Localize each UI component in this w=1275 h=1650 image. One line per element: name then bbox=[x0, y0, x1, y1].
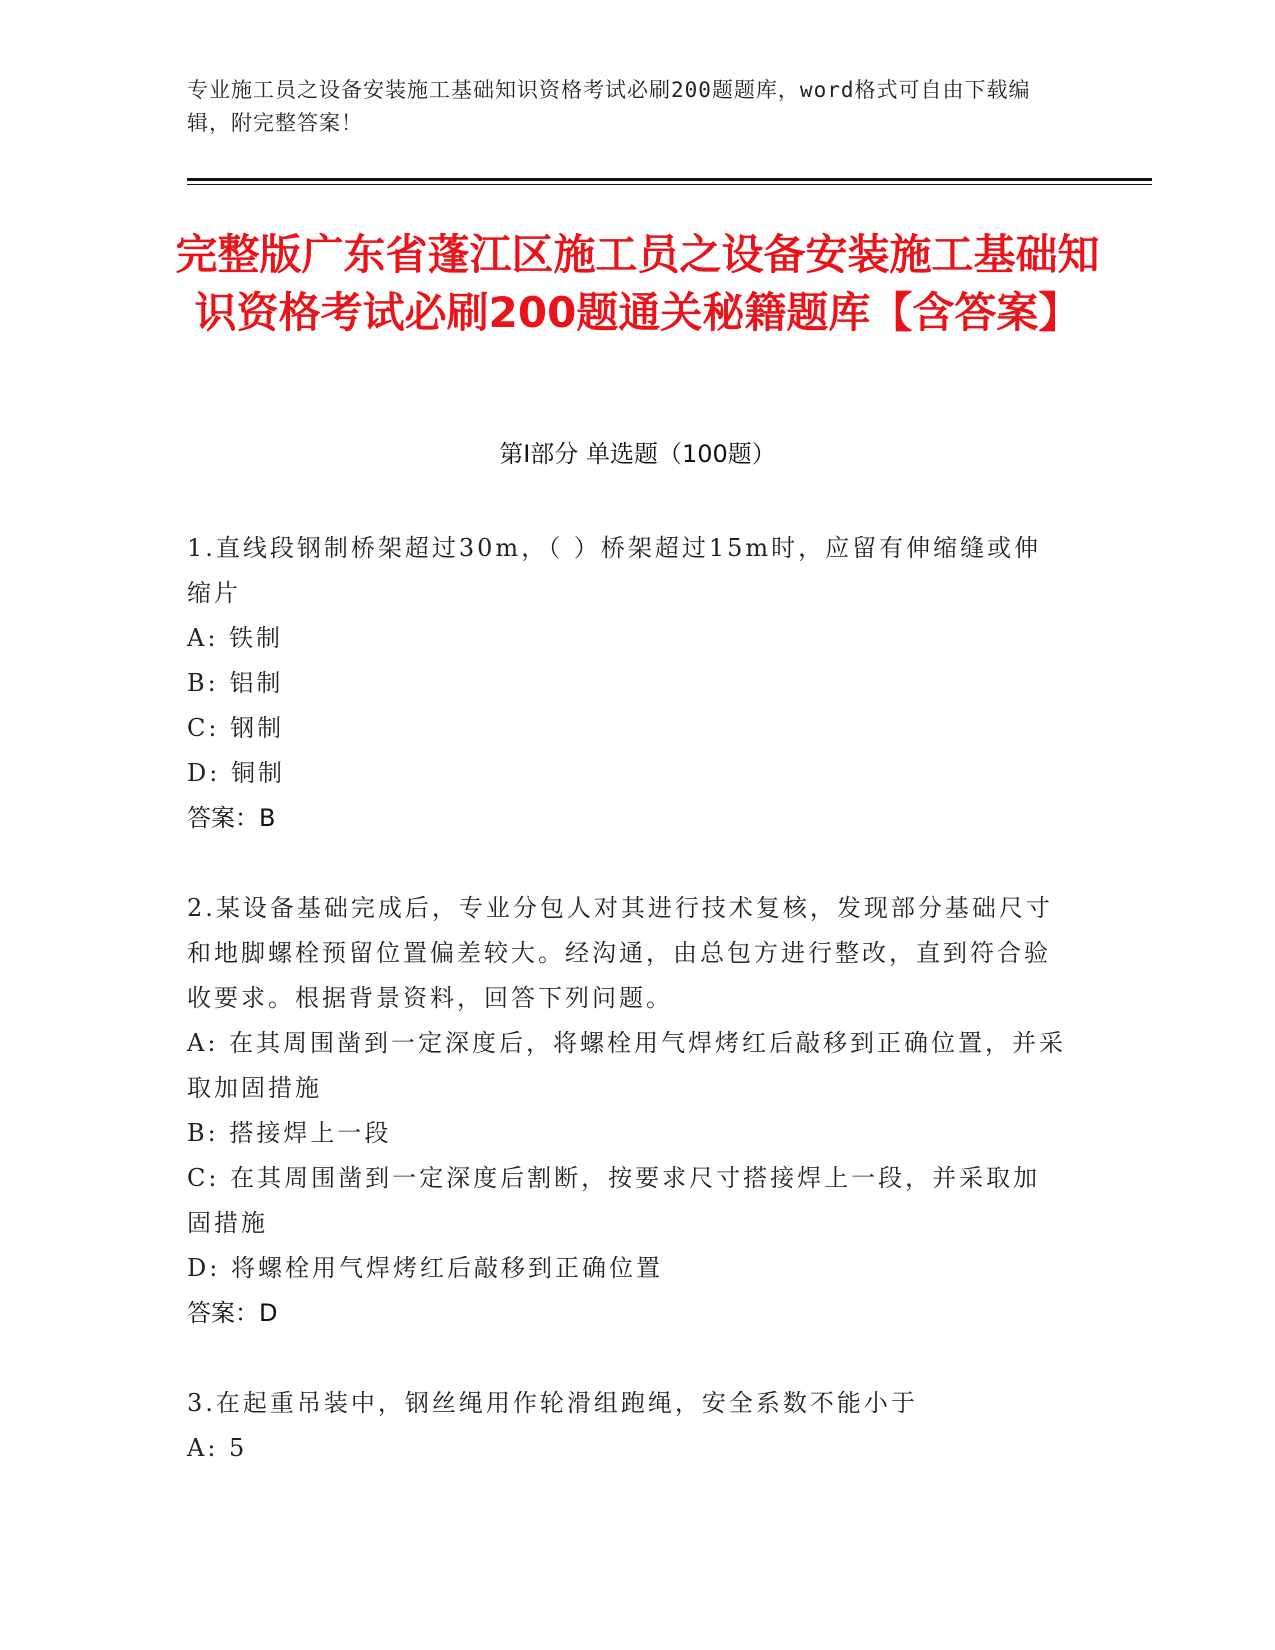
option-c: C: 钢制 bbox=[187, 714, 285, 742]
question-2 bbox=[187, 886, 1067, 1336]
option-d: D: 将螺栓用气焊烤红后敲移到正确位置 bbox=[187, 1254, 663, 1282]
option-c: C: 在其周围凿到一定深度后割断，按要求尺寸搭接焊上一段，并采取加固措施 bbox=[187, 1164, 1041, 1237]
header-divider-thin bbox=[187, 184, 1152, 185]
question-stem: 1.直线段钢制桥架超过30m，（ ）桥架超过15m时，应留有伸缩缝或伸缩片 bbox=[187, 534, 1042, 607]
answer: 答案：D bbox=[187, 1299, 278, 1327]
section-heading: 第Ⅰ部分 单选题（100题） bbox=[499, 440, 776, 468]
option-b: B: 搭接焊上一段 bbox=[187, 1119, 392, 1147]
question-stem: 3.在起重吊装中，钢丝绳用作轮滑组跑绳，安全系数不能小于 bbox=[187, 1389, 918, 1417]
option-a: A: 5 bbox=[187, 1434, 248, 1462]
answer: 答案：B bbox=[187, 804, 276, 832]
question-3 bbox=[187, 1381, 1067, 1471]
question-stem: 2.某设备基础完成后，专业分包人对其进行技术复核，发现部分基础尺寸和地脚螺栓预留位置偏差较大。经沟通，由总包方进行整改，直到符合验收要求。根据背景资料，回答下列问题。 bbox=[187, 894, 1053, 1012]
header-note: 专业施工员之设备安装施工基础知识资格考试必刷200题题库，word格式可自由下载编辑，附完整答案！ bbox=[187, 78, 1031, 135]
option-b: B: 铝制 bbox=[187, 669, 284, 697]
option-a: A: 铁制 bbox=[187, 624, 284, 652]
header-divider-thick bbox=[187, 178, 1152, 181]
question-1 bbox=[187, 526, 1067, 841]
question-list bbox=[187, 526, 1067, 1516]
option-d: D: 铜制 bbox=[187, 759, 285, 787]
document-title: 完整版广东省蓬江区施工员之设备安装施工基础知识资格考试必刷200题通关秘籍题库【含答案】 bbox=[175, 230, 1100, 337]
option-a: A: 在其周围凿到一定深度后，将螺栓用气焊烤红后敲移到正确位置，并采取加固措施 bbox=[187, 1029, 1067, 1102]
